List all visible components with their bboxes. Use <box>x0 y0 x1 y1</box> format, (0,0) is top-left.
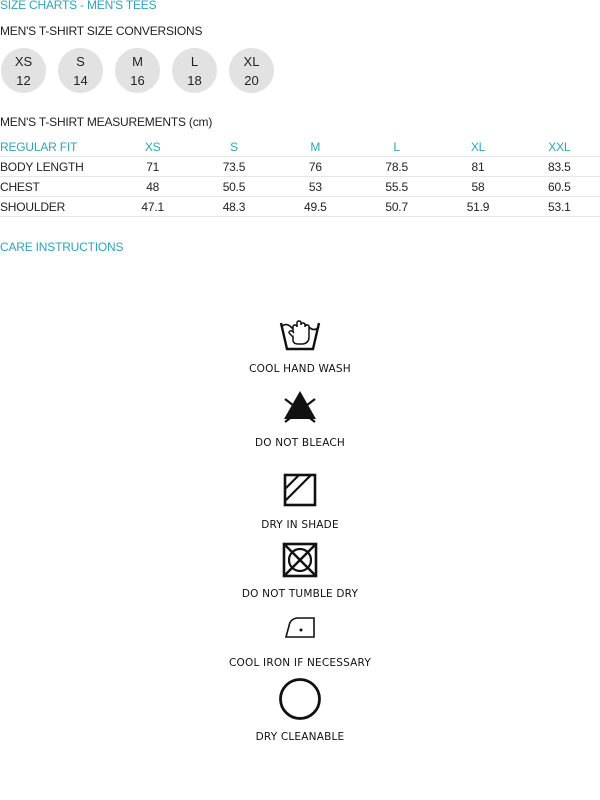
care-item-dry-in-shade <box>0 473 600 531</box>
column-header: XXL <box>519 137 600 157</box>
no-bleach-icon <box>282 389 318 423</box>
table-cell: 48.3 <box>193 197 274 217</box>
size-label: M <box>132 53 143 69</box>
table-cell: 48 <box>112 177 193 197</box>
table-cell: 50.5 <box>193 177 274 197</box>
table-cell: 83.5 <box>519 157 600 177</box>
row-label: BODY LENGTH <box>0 157 112 177</box>
size-value: 16 <box>130 72 145 88</box>
table-cell: 47.1 <box>112 197 193 217</box>
size-value: 20 <box>244 72 259 88</box>
size-value: 12 <box>16 72 31 88</box>
column-header: XS <box>112 137 193 157</box>
care-label: COOL IRON IF NECESSARY <box>229 657 371 669</box>
table-cell: 60.5 <box>519 177 600 197</box>
table-cell: 53.1 <box>519 197 600 217</box>
no-tumble-dry-icon <box>282 542 318 578</box>
dry-in-shade-icon <box>283 473 317 507</box>
table-cell: 78.5 <box>356 157 437 177</box>
care-item-hand-wash <box>0 315 600 375</box>
measurements-title: MEN'S T-SHIRT MEASUREMENTS (cm) <box>0 115 213 129</box>
care-label: DRY IN SHADE <box>261 519 339 531</box>
size-value: 14 <box>73 72 88 88</box>
size-value: 18 <box>187 72 202 88</box>
table-cell: 81 <box>437 157 518 177</box>
column-header: REGULAR FIT <box>0 137 112 157</box>
size-label: XS <box>14 53 33 69</box>
row-label: CHEST <box>0 177 112 197</box>
size-conversions-title: MEN'S T-SHIRT SIZE CONVERSIONS <box>0 24 203 38</box>
table-cell: 50.7 <box>356 197 437 217</box>
care-label: DRY CLEANABLE <box>255 731 345 743</box>
row-label: SHOULDER <box>0 197 112 217</box>
care-item-no-bleach <box>0 389 600 449</box>
size-label: S <box>76 53 85 69</box>
size-label: XL <box>243 53 260 69</box>
table-cell: 76 <box>275 157 356 177</box>
hand-wash-icon <box>278 315 322 351</box>
column-header: S <box>193 137 274 157</box>
table-cell: 71 <box>112 157 193 177</box>
care-item-no-tumble-dry <box>0 542 600 600</box>
table-cell: 55.5 <box>356 177 437 197</box>
table-cell: 53 <box>275 177 356 197</box>
care-instructions-title: CARE INSTRUCTIONS <box>0 240 124 254</box>
care-label: COOL HAND WASH <box>249 363 351 375</box>
table-cell: 58 <box>437 177 518 197</box>
page-title: SIZE CHARTS - MEN'S TEES <box>0 0 157 12</box>
care-label: DO NOT TUMBLE DRY <box>241 588 359 600</box>
care-item-dry-clean <box>0 677 600 743</box>
column-header: XL <box>437 137 518 157</box>
table-cell: 51.9 <box>437 197 518 217</box>
care-label: DO NOT BLEACH <box>254 437 346 449</box>
size-label: L <box>190 53 199 69</box>
dry-clean-icon <box>278 677 322 721</box>
table-cell: 73.5 <box>193 157 274 177</box>
care-item-cool-iron <box>0 615 600 669</box>
column-header: M <box>275 137 356 157</box>
table-cell: 49.5 <box>275 197 356 217</box>
cool-iron-icon <box>284 615 316 641</box>
column-header: L <box>356 137 437 157</box>
